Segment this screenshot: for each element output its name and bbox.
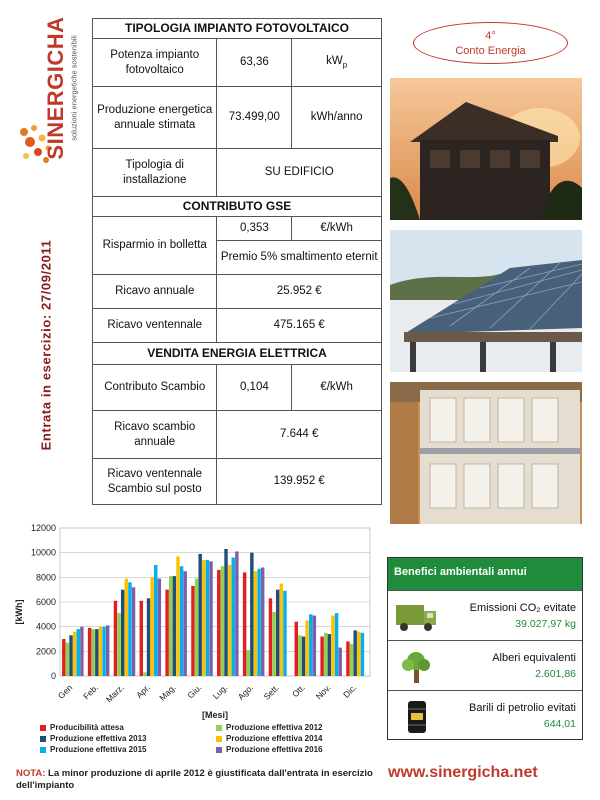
bar	[283, 591, 286, 676]
legend-swatch	[216, 747, 222, 753]
bar	[206, 560, 209, 676]
x-tick-label: Lug.	[210, 682, 230, 702]
benefit-label-co2: Emissioni CO₂ evitate	[469, 602, 576, 614]
benefit-label-trees: Alberi equivalenti	[492, 652, 576, 664]
ricavo-vent-scambio-value: 139.952 €	[217, 459, 382, 505]
production-chart-svg	[8, 520, 378, 720]
bar	[88, 628, 91, 676]
bar	[154, 565, 157, 676]
bar	[158, 579, 161, 676]
tipologia-value: SU EDIFICIO	[217, 149, 382, 197]
produzione-label: Produzione energetica annuale stimata	[93, 87, 217, 149]
footnote	[16, 768, 376, 792]
bar	[235, 551, 238, 676]
bar	[150, 577, 153, 676]
oil-barrel-icon	[394, 699, 440, 735]
x-tick-label: Marz.	[103, 682, 126, 705]
legend-swatch	[216, 725, 222, 731]
bar	[254, 571, 257, 676]
plant-info-table	[92, 18, 382, 505]
bar	[95, 629, 98, 676]
benefit-row-trees	[388, 640, 582, 690]
bar	[80, 627, 83, 676]
truck-icon	[394, 599, 440, 635]
chart-x-label: [Mesi]	[201, 710, 229, 720]
legend-item	[216, 723, 322, 732]
bar	[121, 590, 124, 676]
bar	[280, 584, 283, 677]
legend-label: Producibilità attesa	[50, 723, 124, 732]
tipologia-label: Tipologia di installazione	[93, 149, 217, 197]
bar	[62, 639, 65, 676]
company-logo	[14, 10, 84, 170]
bar	[176, 556, 179, 676]
benefit-value-oil: 644,01	[543, 718, 576, 730]
bar	[202, 560, 205, 676]
bar	[132, 587, 135, 676]
legend-item	[40, 745, 146, 754]
x-tick-label: Nov.	[313, 682, 333, 702]
ricavo-scambio-label: Ricavo scambio annuale	[93, 411, 217, 459]
commissioning-date: Entrata in esercizio: 27/09/2011	[38, 239, 54, 451]
bar	[106, 625, 109, 676]
bar	[346, 641, 349, 676]
badge-line1: 4°	[485, 30, 496, 42]
bar	[269, 598, 272, 676]
bar	[361, 633, 364, 676]
tree-icon	[394, 649, 440, 685]
bar	[250, 553, 253, 676]
bar	[295, 622, 298, 676]
bar	[353, 630, 356, 676]
bar	[224, 549, 227, 676]
building-photo	[390, 78, 582, 220]
ricavo-ventennale-label: Ricavo ventennale	[93, 309, 217, 343]
bar	[140, 601, 143, 676]
risparmio-value: 0,353	[217, 217, 292, 241]
website-link[interactable]: www.sinergicha.net	[388, 764, 538, 781]
inverters-photo	[390, 382, 582, 524]
bar	[320, 637, 323, 676]
legend-label: Produzione effettiva 2013	[50, 734, 147, 743]
bar	[73, 632, 76, 676]
bar	[69, 635, 72, 676]
y-tick-label: 2000	[35, 646, 56, 657]
benefits-title: Benefici ambientali annui	[388, 558, 582, 590]
legend-swatch	[216, 736, 222, 742]
benefit-row-co2	[388, 590, 582, 640]
bar	[324, 633, 327, 676]
y-tick-label: 8000	[35, 572, 56, 583]
y-tick-label: 10000	[30, 547, 56, 558]
ricavo-annuale-value: 25.952 €	[217, 275, 382, 309]
bar	[276, 590, 279, 676]
legend-swatch	[40, 747, 46, 753]
scambio-label: Contributo Scambio	[93, 365, 217, 411]
x-tick-label: Feb.	[81, 682, 101, 702]
scambio-unit: €/kWh	[292, 365, 382, 411]
ricavo-scambio-value: 7.644 €	[217, 411, 382, 459]
bar	[92, 629, 95, 676]
bar	[99, 627, 102, 676]
bar	[147, 598, 150, 676]
bar	[350, 644, 353, 676]
bar	[313, 616, 316, 676]
bar	[243, 572, 246, 676]
x-tick-label: Apr.	[134, 682, 152, 701]
bar	[191, 586, 194, 676]
bar	[221, 566, 224, 676]
x-tick-label: Giu.	[185, 682, 204, 701]
y-tick-label: 4000	[35, 621, 56, 632]
bar	[183, 571, 186, 676]
legend-label: Produzione effettiva 2015	[50, 745, 147, 754]
risparmio-label: Risparmio in bolletta	[93, 217, 217, 275]
bar	[169, 576, 172, 676]
chart-x-ticks	[56, 682, 359, 704]
legend-item	[216, 734, 322, 743]
benefit-value-trees: 2.601,86	[535, 668, 576, 680]
x-tick-label: Gen	[55, 682, 75, 701]
bar	[114, 601, 117, 676]
bar	[217, 570, 220, 676]
logo-brand: SINERGICHA	[43, 16, 68, 160]
bar	[173, 576, 176, 676]
legend-label: Produzione effettiva 2012	[226, 723, 323, 732]
legend-swatch	[40, 736, 46, 742]
bar	[272, 612, 275, 676]
bar	[338, 648, 341, 676]
badge-line2: Conto Energia	[455, 44, 526, 57]
x-tick-label: Ago.	[235, 682, 256, 702]
risparmio-unit: €/kWh	[292, 217, 382, 241]
y-tick-label: 0	[50, 671, 56, 681]
bar	[165, 590, 168, 676]
x-tick-label: Mag.	[157, 682, 178, 703]
x-tick-label: Dic.	[341, 682, 359, 700]
bar	[102, 627, 105, 676]
bar	[335, 613, 338, 676]
bar	[232, 558, 235, 676]
bar	[117, 613, 120, 676]
bar	[77, 629, 80, 676]
bar	[328, 634, 331, 676]
environmental-benefits-panel	[387, 557, 583, 740]
bar	[309, 614, 312, 676]
benefit-row-oil	[388, 690, 582, 740]
legend-item	[40, 734, 146, 743]
scambio-value: 0,104	[217, 365, 292, 411]
bar	[180, 566, 183, 676]
section-title-vendita: VENDITA ENERGIA ELETTRICA	[93, 343, 382, 365]
bar	[143, 672, 146, 676]
solar-roof-photo	[390, 230, 582, 372]
section-title-tipologia: TIPOLOGIA IMPIANTO FOTOVOLTAICO	[93, 19, 382, 39]
benefit-label-oil: Barili di petrolio evitati	[469, 702, 576, 714]
bar	[66, 643, 69, 676]
note-prefix: NOTA:	[16, 768, 46, 779]
bar	[261, 567, 264, 676]
ricavo-ventennale-value: 475.165 €	[217, 309, 382, 343]
y-tick-label: 6000	[35, 597, 56, 607]
produzione-value: 73.499,00	[217, 87, 292, 149]
note-text: La minor produzione di aprile 2012 è giustificata dall'entrata in esercizio dell'impianto	[16, 768, 373, 791]
bar	[331, 616, 334, 676]
x-tick-label: Sett.	[261, 682, 281, 702]
bar	[198, 554, 201, 676]
conto-energia-badge	[413, 22, 568, 64]
bar	[357, 632, 360, 676]
legend-label: Produzione effettiva 2014	[226, 734, 323, 743]
potenza-unit-text: kW	[326, 55, 343, 68]
potenza-label: Potenza impianto fotovoltaico	[93, 39, 217, 87]
benefit-value-co2: 39.027,97 kg	[515, 618, 576, 630]
chart-y-ticks	[31, 523, 56, 681]
bar	[195, 579, 198, 676]
bar	[298, 635, 301, 676]
bar	[209, 561, 212, 676]
potenza-value: 63,36	[217, 39, 292, 87]
section-title-contributo: CONTRIBUTO GSE	[93, 197, 382, 217]
y-tick-label: 12000	[30, 523, 56, 533]
bar	[257, 569, 260, 676]
ricavo-vent-scambio-label: Ricavo ventennale Scambio sul posto	[93, 459, 217, 505]
premio-note: Premio 5% smaltimento eternit	[217, 241, 382, 275]
bar	[128, 582, 131, 676]
legend-item	[40, 723, 124, 732]
bar	[125, 579, 128, 676]
chart-y-label: [kWh]	[14, 599, 24, 625]
legend-item	[216, 745, 322, 754]
legend-label: Produzione effettiva 2016	[226, 745, 323, 754]
bar	[302, 637, 305, 676]
bar	[305, 621, 308, 677]
bar	[247, 650, 250, 676]
potenza-unit	[292, 39, 382, 87]
x-tick-label: Ott.	[290, 682, 307, 700]
legend-swatch	[40, 725, 46, 731]
potenza-unit-sub: p	[342, 60, 348, 70]
ricavo-annuale-label: Ricavo annuale	[93, 275, 217, 309]
produzione-unit: kWh/anno	[292, 87, 382, 149]
logo-tagline: soluzioni energetiche sostenibili	[69, 35, 79, 141]
bar	[228, 565, 231, 676]
